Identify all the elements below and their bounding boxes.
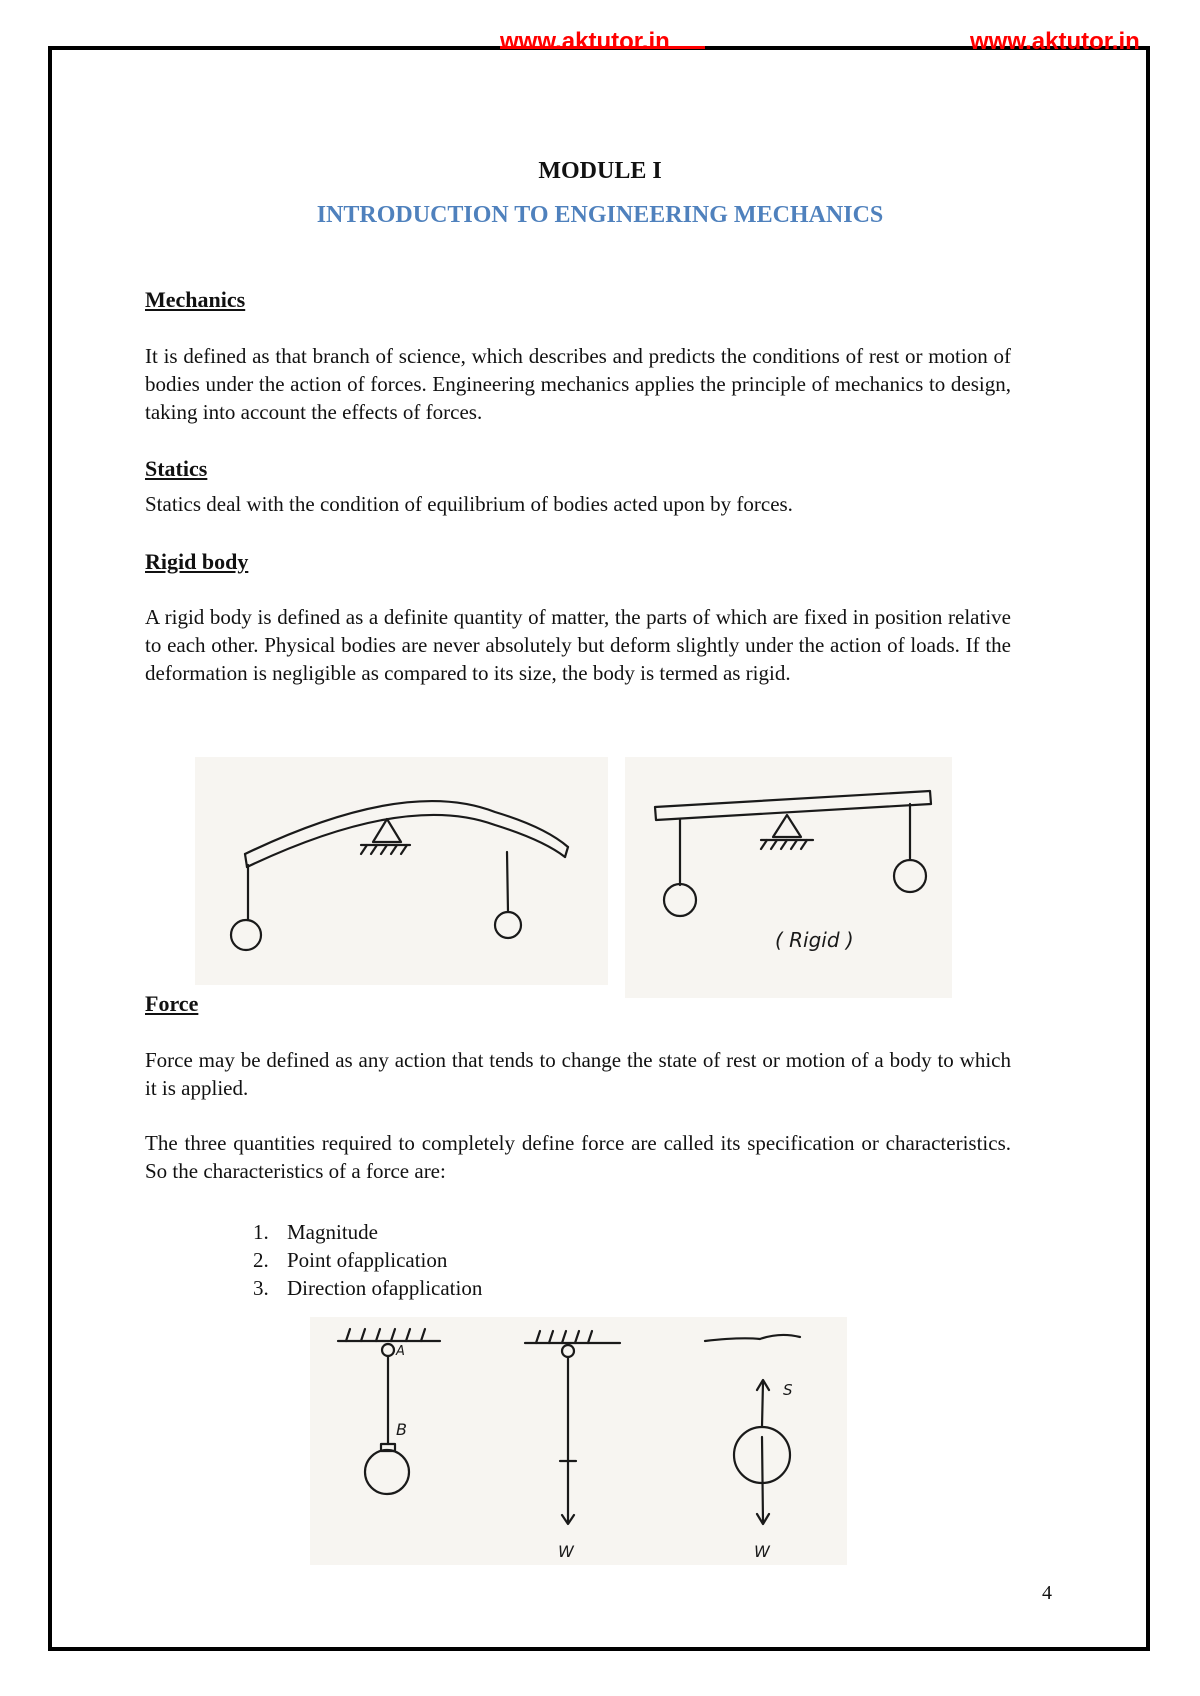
figure-force-characteristics [310, 1317, 847, 1565]
para-force-characteristics: The three quantities required to completely define force are called its specification or characteristics. So the characteristics of a force are: [145, 1131, 1011, 1183]
heading-force: Force [145, 991, 199, 1016]
label-w2: W [754, 1542, 770, 1561]
label-a: A [396, 1344, 405, 1359]
label-s: S [783, 1381, 793, 1399]
para-force-definition: Force may be defined as any action that tends to change the state of rest or motion of a body to which it is applied. [145, 1048, 1011, 1100]
heading-mechanics: Mechanics [145, 287, 246, 312]
list-item: 1. Magnitude [253, 1220, 378, 1244]
figure-rigid-beam [625, 757, 952, 998]
heading-statics: Statics [145, 456, 208, 481]
label-w1: W [558, 1542, 574, 1561]
label-rigid: ( Rigid ) [775, 928, 854, 952]
para-rigid-body: A rigid body is defined as a definite quantity of matter, the parts of which are fixed in position relative to each other. Physical bodies are never absolutely but deform slightly under the action of loads. If the deformation is negligible as compared to its size, the body is termed as rigid. [145, 605, 1011, 685]
page-number: 4 [1042, 1582, 1052, 1604]
watermark-left: www.aktutor.in [500, 28, 705, 56]
watermark-right: www.aktutor.in [970, 28, 1140, 55]
list-item: 2. Point ofapplication [253, 1248, 448, 1272]
para-statics: Statics deal with the condition of equilibrium of bodies acted upon by forces. [145, 492, 793, 516]
figure-deformed-beam [195, 757, 608, 985]
heading-rigid-body: Rigid body [145, 549, 249, 574]
page-title: MODULE I [538, 158, 662, 184]
para-mechanics: It is defined as that branch of science, which describes and predicts the conditions of rest or motion of bodies under the action of forces. Engineering mechanics applies the principle of mechanics to design, taking into account the effects of forces. [145, 344, 1011, 424]
page-subtitle: INTRODUCTION TO ENGINEERING MECHANICS [316, 202, 884, 228]
characteristics-list [253, 1218, 482, 1302]
list-item: 3. Direction ofapplication [253, 1276, 483, 1300]
label-b: B [396, 1420, 407, 1439]
